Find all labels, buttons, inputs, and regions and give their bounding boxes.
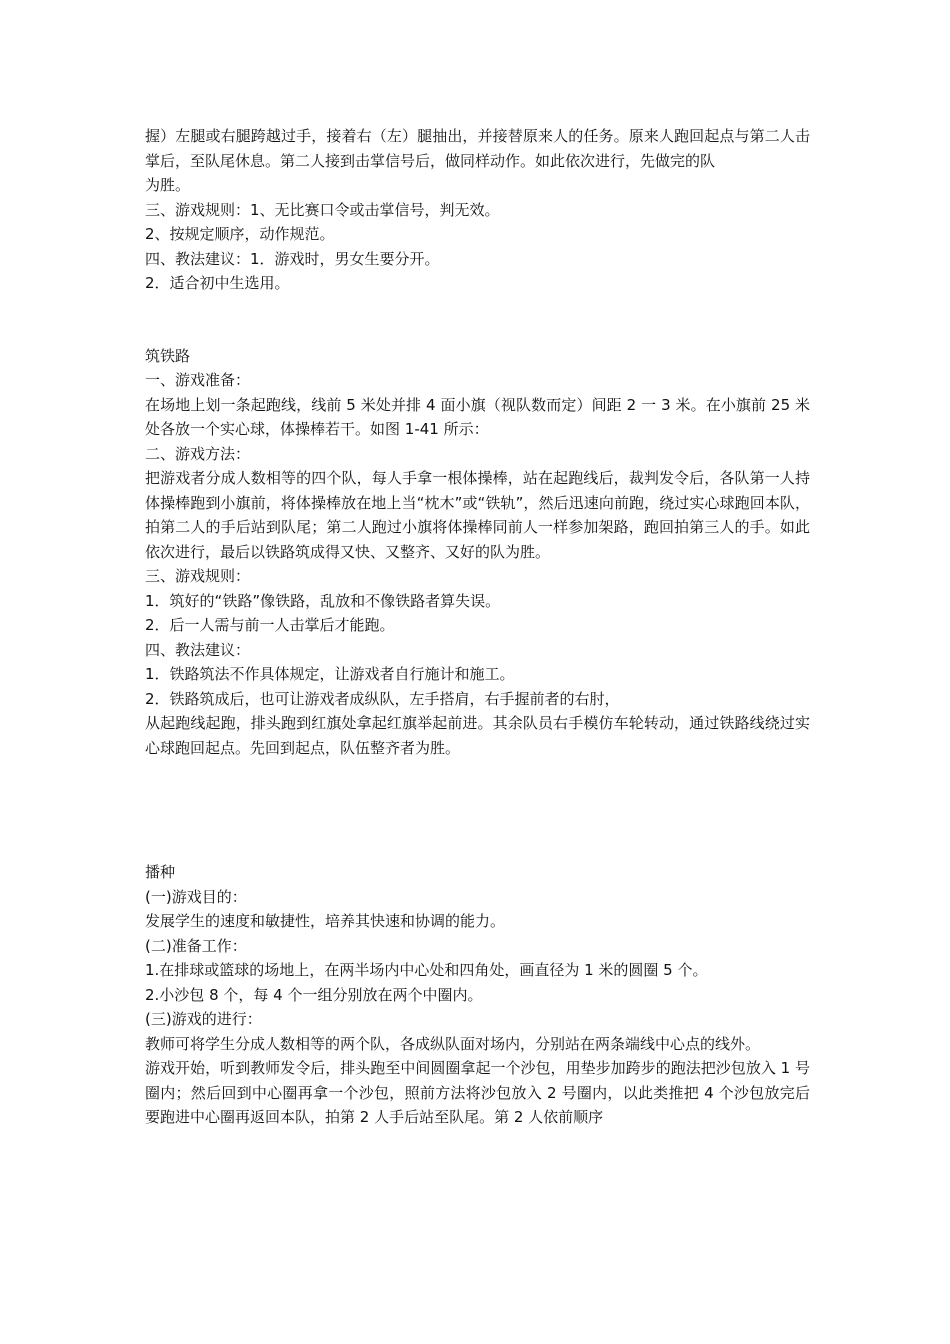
paragraph: (二)准备工作： [145, 936, 247, 955]
paragraph: 2.小沙包 8 个，每 4 个一组分别放在两个中圈内。 [145, 985, 483, 1004]
section-railway-game [145, 344, 810, 761]
paragraph: 在场地上划一条起跑线，线前 5 米处并排 4 面小旗（视队数而定）间距 2 一 3 米。在小旗前 25 米处各放一个实心球，体操棒若干。如图 1-41 所示： [145, 395, 810, 438]
section-title: 播种 [145, 863, 176, 881]
paragraph: 四、教法建议： [145, 640, 251, 659]
paragraph: 从起跑线起跑，排头跑到红旗处拿起红旗举起前进。其余队员右手模仿车轮转动，通过铁路线绕过实心球跑回起点。先回到起点，队伍整齐者为胜。 [145, 714, 810, 757]
spacer [145, 296, 810, 344]
paragraph: 2．铁路筑成后，也可让游戏者成纵队，左手搭肩，右手握前者的右肘， [145, 689, 620, 708]
paragraph: 教师可将学生分成人数相等的两个队，各成纵队面对场内，分别站在两条端线中心点的线外。 [145, 1034, 761, 1053]
paragraph: 1．筑好的“铁路”像铁路，乱放和不像铁路者算失误。 [145, 591, 501, 610]
spacer [145, 760, 810, 860]
paragraph: 四、教法建议：1．游戏时，男女生要分开。 [145, 249, 440, 268]
paragraph: 2．适合初中生选用。 [145, 274, 290, 292]
section-sowing-game [145, 860, 810, 1130]
paragraph: 1.在排球或篮球的场地上，在两半场内中心处和四角处，画直径为 1 米的圆圈 5 个。 [145, 961, 708, 979]
paragraph: (三)游戏的进行： [145, 1010, 262, 1028]
paragraph: 把游戏者分成人数相等的四个队，每人手拿一根体操棒，站在起跑线后，裁判发令后，各队第一人持体操棒跑到小旗前，将体操棒放在地上当“枕木”或“铁轨”，然后迅速向前跑，绕过实心球跑回本队，拍第二人的手后站到队尾；第二人跑过小旗将体操棒同前人一样参加架路，跑回拍第三人的手。如此依次进行，最后以铁路筑成得又快、又整齐、又好的队为胜。 [145, 469, 810, 561]
paragraph: 三、游戏规则： [145, 567, 251, 585]
paragraph: 三、游戏规则：1、无比赛口令或击掌信号，判无效。 [145, 200, 500, 219]
paragraph: 2．后一人需与前一人击掌后才能跑。 [145, 616, 395, 634]
paragraph: 游戏开始，听到教师发令后，排头跑至中间圆圈拿起一个沙包，用垫步加跨步的跑法把沙包放入 1 号圈内；然后回到中心圈再拿一个沙包，照前方法将沙包放入 2 号圈内，以此类推把 4 个沙包放完后要跑进中心圈再返回本队，拍第 2 人手后站至队尾。第 2 人依前顺序 [145, 1059, 810, 1126]
paragraph: 握）左腿或右腿跨越过手，接着右（左）腿抽出，并接替原来人的任务。原来人跑回起点与第二人击掌后，至队尾休息。第二人接到击掌信号后，做同样动作。如此依次进行，先做完的队 [145, 127, 810, 170]
paragraph: 2、按规定顺序，动作规范。 [145, 225, 335, 243]
paragraph: 为胜。 [145, 176, 191, 194]
paragraph: (一)游戏目的： [145, 887, 247, 906]
paragraph: 一、游戏准备： [145, 371, 251, 389]
paragraph: 二、游戏方法： [145, 444, 251, 463]
paragraph: 1．铁路筑法不作具体规定，让游戏者自行施计和施工。 [145, 665, 515, 683]
document-page [145, 124, 810, 1130]
paragraph: 发展学生的速度和敏捷性，培养其快速和协调的能力。 [145, 912, 506, 930]
section-title: 筑铁路 [145, 346, 191, 365]
section-relay-rules [145, 124, 810, 296]
